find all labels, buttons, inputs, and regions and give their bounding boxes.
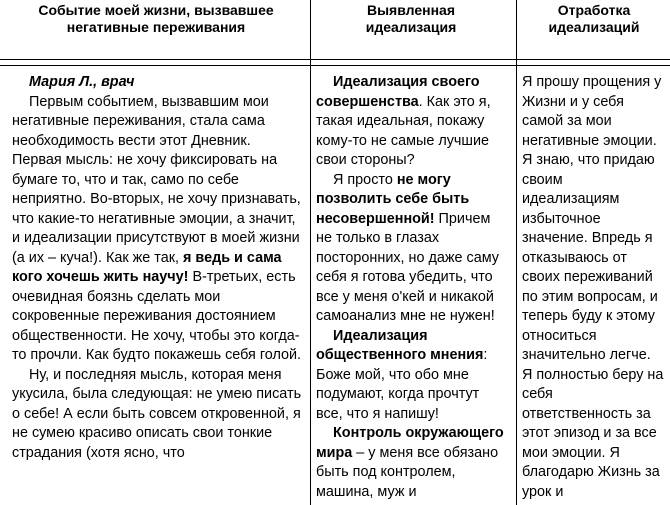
header-processing: Отработка идеализаций bbox=[548, 2, 640, 35]
idealization-paragraph-3: Идеализация общественного мнения: Боже мой, что обо мне подумают, когда прочтут все, что я напишу! bbox=[316, 327, 488, 422]
idealization-paragraph-2: Я просто не могу позволить себе быть несовершенной! Причем не только в глазах посторонних, но даже саму себя я готова убедить, что все у меня о'кей и никакой самоанализ мне не нужен! bbox=[316, 171, 499, 324]
event-paragraph-2: Ну, и последняя мысль, которая меня укусила, была следующая: не умею писать о себе! А если быть совсем откровенной, я не сумею красиво описать свои тонкие страдания (хотя ясно, что bbox=[12, 366, 302, 461]
header-divider bbox=[0, 59, 670, 60]
processing-column bbox=[522, 73, 664, 502]
event-paragraph-1: Первым событием, вызвавшим мои негативные переживания, стала сама необходимость вести этот Дневник. Первая мысль: не хочу фиксировать на бумаге то, что и так, само по себе неприятно. Во-вторых, не хочу признавать, что какие-то негативные эмоции, а значит, и идеализации присутствуют в моей жизни (а их – куча!). Как же так, я ведь и сама кого хочешь жить научу! В-третьих, есть очевидная боязнь сделать мои сокровенные переживания достоянием общественности. Не хочу, чтобы это когда-то прочли. Как будто покажешь себя голой. bbox=[12, 93, 302, 363]
column-divider bbox=[516, 0, 517, 505]
first-row-divider bbox=[0, 65, 670, 66]
idealization-paragraph-4: Контроль окружающего мира – у меня все обязано быть под контролем, машина, муж и bbox=[316, 425, 504, 500]
idealization-column bbox=[316, 73, 506, 502]
idealization-paragraph-1: Идеализация своего совершенства. Как это я, такая идеальная, покажу кому-то не самые лучшие свои стороны? bbox=[316, 74, 491, 168]
processing-paragraph: Я прошу прощения у Жизни и у себя самой за мои негативные эмоции. Я знаю, что придаю своим идеализациям избыточное значение. Впредь я отказываюсь от своих переживаний по этим вопросам, и теперь буду к этому относиться значительно легче. Я полностью беру на себя ответственность за этот эпизод и за все мои эмоции. Я благодарю Жизнь за урок и bbox=[522, 74, 664, 500]
column-divider bbox=[310, 0, 311, 505]
header-idealization: Выявленная идеализация bbox=[365, 2, 457, 35]
event-column bbox=[12, 73, 302, 463]
header-event: Событие моей жизни, вызвавшее негативные переживания bbox=[38, 2, 274, 35]
author-line bbox=[12, 73, 302, 93]
author-name: Мария Л., врач bbox=[29, 74, 135, 90]
